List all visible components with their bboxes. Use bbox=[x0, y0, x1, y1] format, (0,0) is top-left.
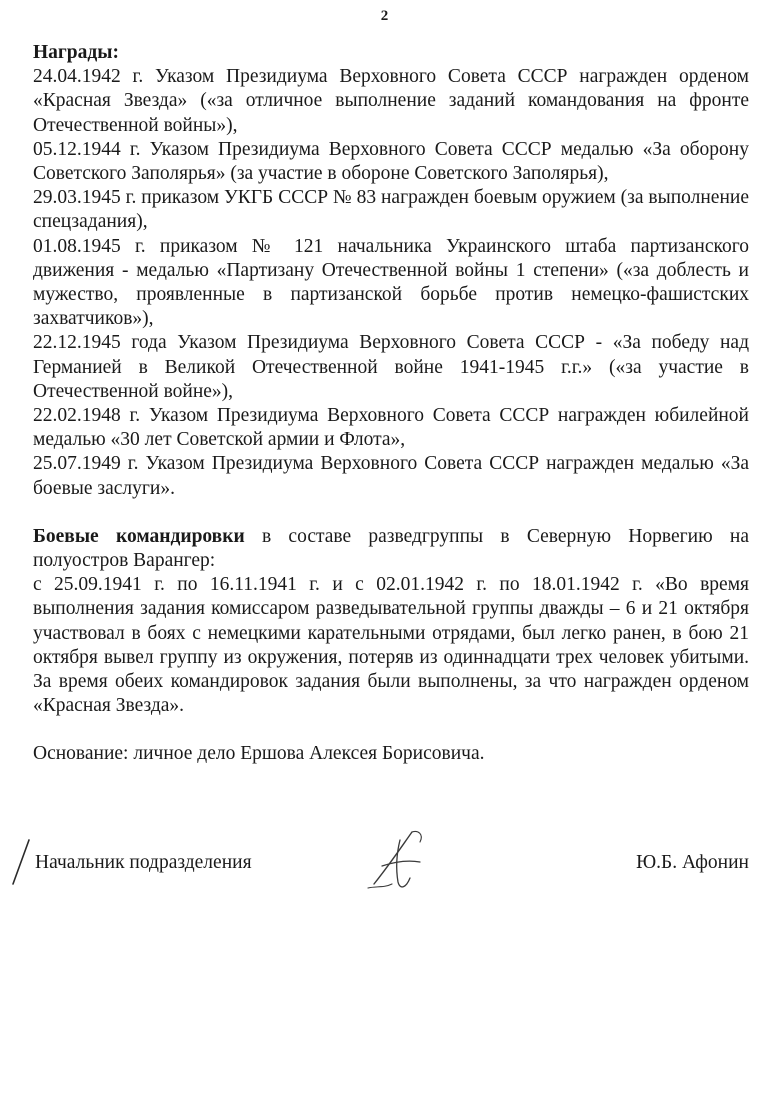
missions-paragraph bbox=[33, 525, 749, 573]
basis-line: Основание: личное дело Ершова Алексея Борисовича. bbox=[33, 743, 485, 765]
missions-intro: в составе разведгруппы в Северную Норвегию на полуостров Варангер: bbox=[33, 525, 749, 572]
missions-heading: Боевые командировки bbox=[33, 525, 245, 547]
award-item: 01.08.1945 г. приказом № 121 начальника Украинского штаба партизанского движения - медалью «Партизану Отечественной войны 1 степени» («за доблесть и мужество, проявленные в партизанской борьбе против немецко-фашистских захватчиков»), bbox=[33, 235, 749, 330]
signatory-title: Начальник подразделения bbox=[35, 852, 252, 873]
award-item: 05.12.1944 г. Указом Президиума Верховного Совета СССР медалью «За оборону Советского Заполярья» (за участие в обороне Советского Заполярья), bbox=[33, 138, 749, 185]
document-body bbox=[33, 41, 749, 767]
award-item: 29.03.1945 г. приказом УКГБ СССР № 83 награжден боевым оружием (за выполнение спецзадания), bbox=[33, 187, 749, 233]
award-item: 22.02.1948 г. Указом Президиума Верховного Совета СССР награжден юбилейной медалью «30 лет Советской армии и Флота», bbox=[33, 405, 749, 451]
margin-slash-mark bbox=[10, 838, 32, 886]
award-item: 22.12.1945 года Указом Президиума Верховного Совета СССР - «За победу над Германией в Великой Отечественной войне 1941-1945 г.г.» («за участие в Отечественной войне»), bbox=[33, 332, 749, 402]
award-item: 24.04.1942 г. Указом Президиума Верховного Совета СССР награжден орденом «Красная Звезда» («за отличное выполнение заданий командования на фронте Отечественной войны»), bbox=[33, 66, 749, 136]
missions-text: с 25.09.1941 г. по 16.11.1941 г. и с 02.01.1942 г. по 18.01.1942 г. «Во время выполнения задания комиссаром разведывательной группы дважды – 6 и 21 октября участвовал в боях с немецкими карательными отрядами, был легко ранен, в бою 21 октября вывел группу из окружения, потеряв из одиннадцати трех человек убитыми. За время обеих командировок задания были выполнены, за что награжден орденом «Красная Звезда». bbox=[33, 574, 749, 717]
signature-image bbox=[362, 826, 442, 896]
awards-heading: Награды: bbox=[33, 42, 119, 63]
page-number: 2 bbox=[380, 8, 389, 24]
signatory-name: Ю.Б. Афонин bbox=[636, 852, 749, 873]
award-item: 25.07.1949 г. Указом Президиума Верховного Совета СССР награжден медалью «За боевые заслуги». bbox=[33, 453, 749, 499]
